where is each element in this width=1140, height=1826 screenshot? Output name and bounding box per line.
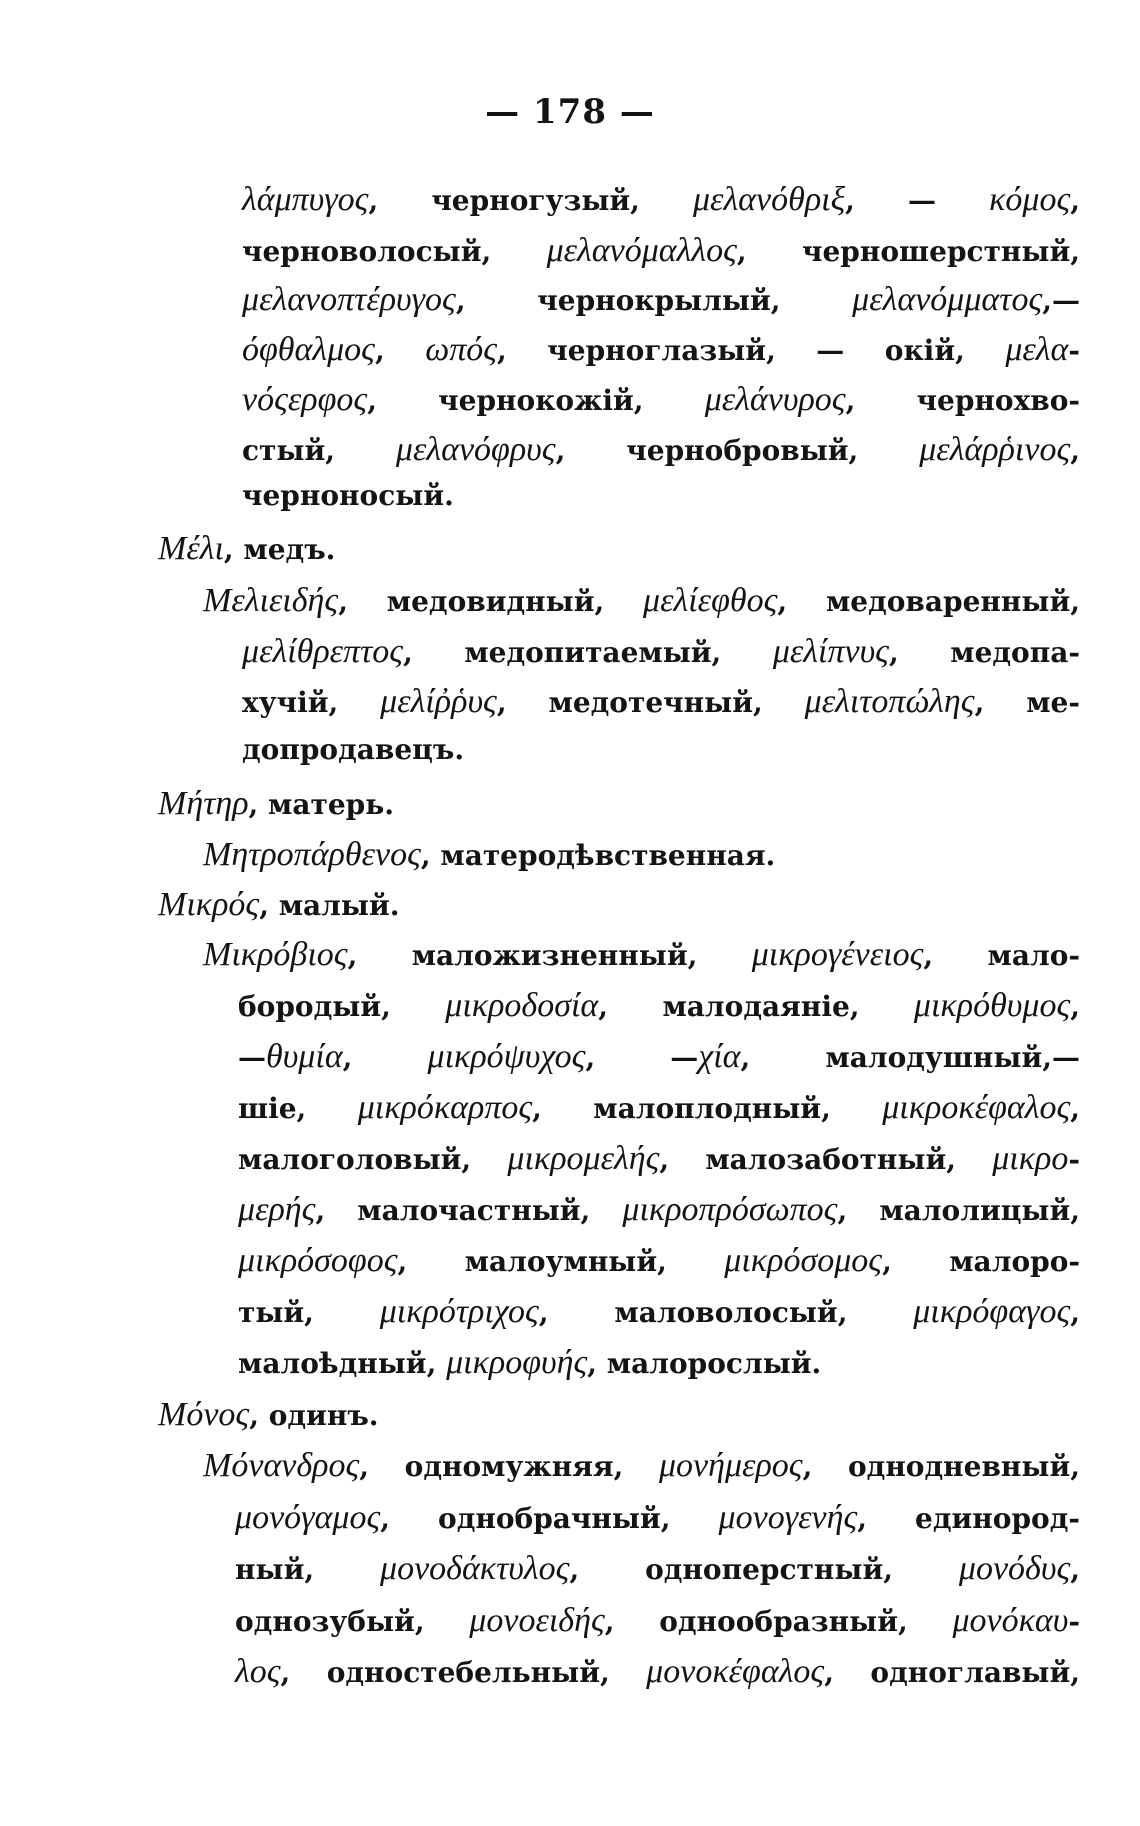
text-line: λάμπυγος, черногузый, μελανόθριξ, — κόμος, xyxy=(242,181,1080,218)
text-line: шіе, μικρόκαρπος, малоплодный, μικροκέφαλος, xyxy=(238,1089,1081,1126)
headword-line: Μήτηρ, матерь. xyxy=(158,785,395,822)
greek-word: Μικρόβιος xyxy=(203,936,348,973)
greek-word: χία xyxy=(698,1038,741,1075)
greek-word: μικρόθυμος xyxy=(913,987,1071,1024)
text-line: черноволосый, μελανόμαλλος, черношерстный, xyxy=(242,232,1080,269)
text-line: малоголовый, μικρομελής, малозаботный, μικρο- xyxy=(238,1140,1080,1177)
greek-word: νόςερφος xyxy=(242,381,368,418)
text-line: допродавецъ. xyxy=(242,733,465,766)
greek-word: λάμπυγος xyxy=(242,181,369,218)
greek-word: μελιτοπώλης xyxy=(804,683,975,720)
greek-word: μικροκέφαλος xyxy=(882,1089,1071,1126)
text-line: μονόγαμος, однобрачный, μονογενής, единород- xyxy=(235,1499,1080,1536)
greek-word: Μόνανδρος xyxy=(203,1447,360,1484)
greek-word: μελίεφθος xyxy=(643,582,778,619)
greek-word: μονογενής xyxy=(718,1499,858,1536)
text-line: Μικρόβιος, маложизненный, μικρογένειος, мало- xyxy=(203,936,1081,973)
headword-line: Μικρός, малый. xyxy=(158,886,400,923)
greek-word: μονοειδής xyxy=(469,1602,605,1639)
text-line: ный, μονοδάκτυλος, одноперстный, μονόδυς, xyxy=(235,1550,1081,1587)
greek-word: λος xyxy=(235,1653,281,1690)
greek-word: μικροδοσία xyxy=(445,987,599,1024)
text-line: черноносый. xyxy=(242,479,454,512)
headword-line: Μέλι, медъ. xyxy=(158,530,336,567)
text-line: Μητροπάρθενος, матеродѣвственная. xyxy=(203,836,776,873)
greek-word: μελανόφρυς xyxy=(395,431,556,468)
greek-word: μονήμερος xyxy=(658,1447,803,1484)
greek-word: Μητροπάρθενος xyxy=(203,836,421,873)
greek-word: μονοδάκτυλος xyxy=(380,1550,570,1587)
greek-word: μικροφυής xyxy=(446,1344,588,1381)
text-line: стый, μελανόφρυς, чернобровый, μελάρῥινος, xyxy=(242,431,1080,468)
greek-word: μελίπνυς xyxy=(772,633,889,670)
text-line: Μόνανδρος, одномужняя, μονήμερος, однодневный, xyxy=(203,1447,1080,1484)
greek-word: μικροπρόσωπος xyxy=(622,1191,838,1228)
text-line: νόςερφος, чернокожій, μελάνυρος, чернохво- xyxy=(242,381,1081,418)
greek-word: Μικρός xyxy=(158,886,260,923)
headword-line: Μόνος, одинъ. xyxy=(158,1396,379,1433)
greek-word: μικρόσομος xyxy=(724,1242,883,1279)
greek-word: μελανοπτέρυγος xyxy=(242,281,456,318)
greek-word: κόμος xyxy=(989,181,1071,218)
greek-word: μελανόθριξ xyxy=(692,181,846,218)
greek-word: Μόνος xyxy=(158,1396,250,1433)
greek-word: μικρόψυχος xyxy=(427,1038,586,1075)
greek-word: Μελιειδής xyxy=(203,582,339,619)
greek-word: μικρογένειος xyxy=(751,936,924,973)
page-number: — 178 — xyxy=(485,92,655,132)
greek-word: μονόκαυ xyxy=(952,1602,1069,1639)
text-line: μικρόσοφος, малоумный, μικρόσομος, малоро- xyxy=(238,1242,1080,1279)
greek-word: μικρόκαρπος xyxy=(357,1089,533,1126)
text-line: μερής, малочастный, μικροπρόσωπος, малолицый, xyxy=(238,1191,1080,1228)
greek-word: μελίθρεπτος xyxy=(242,633,404,670)
text-line: μελανοπτέρυγος, чернокрылый, μελανόμματος,— xyxy=(242,281,1080,318)
text-line: однозубый, μονοειδής, однообразный, μονόκαυ- xyxy=(235,1602,1081,1639)
greek-word: μονοκέφαλος xyxy=(646,1653,825,1690)
greek-word: μελανόμαλλος xyxy=(546,232,737,269)
greek-word: όφθαλμος xyxy=(242,331,375,368)
greek-word: μικρότριχος xyxy=(379,1293,539,1330)
greek-word: μερής xyxy=(238,1191,316,1228)
text-line: όφθαλμος, ωπός, черноглазый, — окій, μελα- xyxy=(242,331,1080,368)
greek-word: μελάνυρος xyxy=(704,381,846,418)
text-line: бородый, μικροδοσία, малодаяніе, μικρόθυμος, xyxy=(238,987,1080,1024)
greek-word: Μέλι xyxy=(158,530,224,567)
greek-word: ωπός xyxy=(425,331,498,368)
text-line: λος, одностебельный, μονοκέφαλος, одноглавый, xyxy=(235,1653,1080,1690)
greek-word: Μήτηρ xyxy=(158,785,249,822)
greek-word: μελάρῥινος xyxy=(919,431,1071,468)
greek-word: μικρομελής xyxy=(507,1140,660,1177)
greek-word: μονόδυς xyxy=(958,1550,1071,1587)
greek-word: μικρόφαγος xyxy=(913,1293,1071,1330)
text-line: —θυμία, μικρόψυχος, —χία, малодушный,— xyxy=(238,1038,1081,1075)
text-line: Μελιειδής, медовидный, μελίεφθος, медоваренный, xyxy=(203,582,1080,619)
text-line: μελίθρεπτος, медопитаемый, μελίπνυς, медопа- xyxy=(242,633,1080,670)
greek-word: μελανόμματος xyxy=(852,281,1043,318)
greek-word: μικρόσοφος xyxy=(238,1242,398,1279)
text-line: тый, μικρότριχος, маловолосый, μικρόφαγος, xyxy=(238,1293,1080,1330)
text-line: хучій, μελίῤῥυς, медотечный, μελιτοπώλης, ме- xyxy=(242,683,1080,720)
greek-word: μονόγαμος xyxy=(235,1499,381,1536)
text-line: малоѣдный, μικροφυής, малорослый. xyxy=(238,1344,822,1381)
greek-word: μελα xyxy=(1005,331,1069,368)
greek-word: μελίῤῥυς xyxy=(380,683,497,720)
greek-word: μικρο xyxy=(992,1140,1069,1177)
greek-word: θυμία xyxy=(266,1038,343,1075)
